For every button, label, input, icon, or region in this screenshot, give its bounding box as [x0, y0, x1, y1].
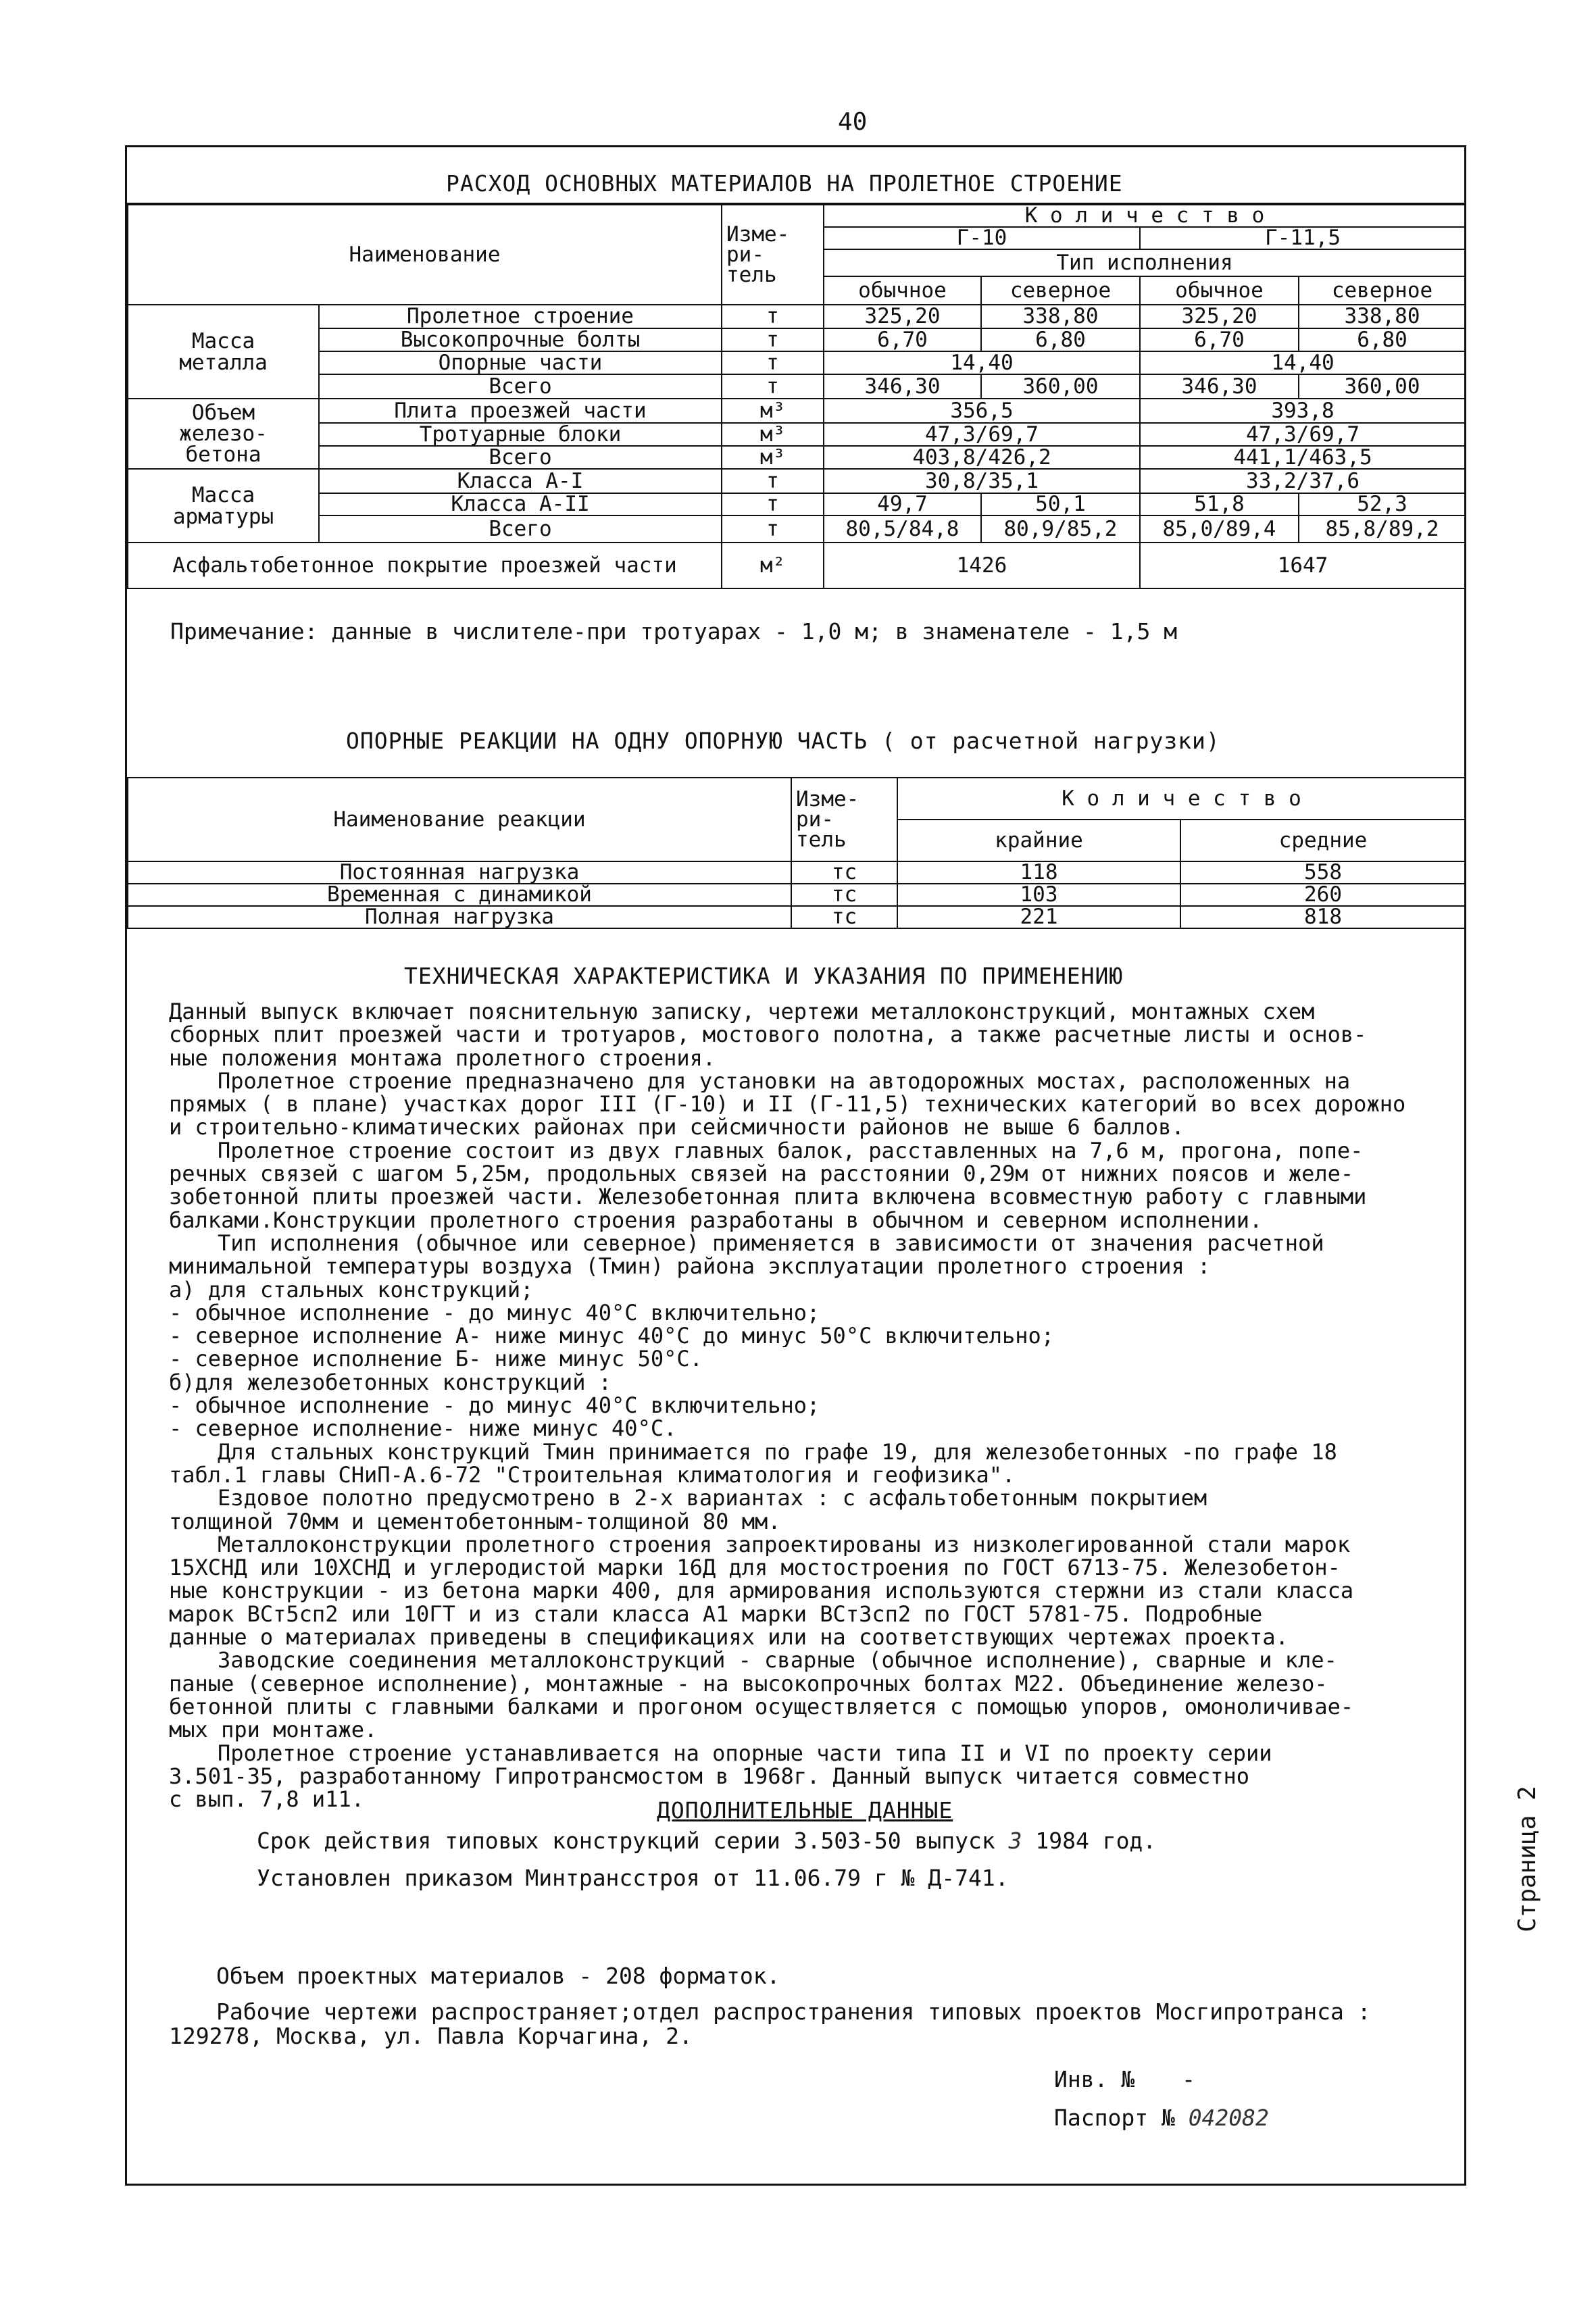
inventory-line: [1054, 2066, 1195, 2092]
row-item: Всего: [319, 374, 722, 399]
tech-line: 3.501-35, разработанному Гипротрансмостом в 1968г. Данный выпуск читается совместно: [169, 1764, 1250, 1788]
inventory-value: -: [1182, 2066, 1195, 2092]
reactions-header-quantity: К о л и ч е с т в о: [897, 778, 1466, 820]
row-unit: т: [722, 515, 824, 543]
side-page-label: Страница 2: [1514, 1786, 1541, 1932]
tech-line: - обычное исполнение - до минус 40°С включительно;: [169, 1394, 820, 1417]
row-item: Всего: [319, 446, 722, 469]
asphalt-item: Асфальтобетонное покрытие проезжей части: [128, 543, 722, 588]
row-value: 6,80: [1299, 328, 1466, 351]
row-unit: т: [722, 305, 824, 328]
group-name: Объем железо- бетона: [128, 399, 319, 469]
row-item: Опорные части: [319, 351, 722, 374]
tech-line: толщиной 70мм и цементобетонным-толщиной 80 мм.: [169, 1509, 781, 1533]
asphalt-g10: 1426: [824, 543, 1140, 588]
tech-line: б)для железобетонных конструкций :: [169, 1370, 612, 1394]
tech-line: речных связей с шагом 5,25м, продольных связей на расстоянии 0,29м от нижних поясов и желе-: [169, 1162, 1354, 1186]
validity-year: 1984 год.: [1035, 1828, 1157, 1854]
reaction-edge: 118: [897, 861, 1180, 884]
row-item: Высокопрочные болты: [319, 328, 722, 351]
row-value: 325,20: [1140, 305, 1299, 328]
header-g115: Г-11,5: [1140, 227, 1466, 249]
row-unit: т: [722, 493, 824, 515]
row-value: 52,3: [1299, 493, 1466, 515]
tech-line: Данный выпуск включает пояснительную записку, чертежи металлоконструкций, монтажных схем: [169, 1000, 1315, 1024]
reactions-header-unit: Изме- ри- тель: [791, 778, 897, 861]
reactions-table: [127, 777, 1466, 929]
header-northern: северное: [981, 276, 1140, 305]
row-value: 49,7: [824, 493, 981, 515]
tech-line: ные положения монтажа пролетного строения.: [169, 1046, 716, 1070]
tech-line: ные конструкции - из бетона марки 400, для армирования используются стержни из стали класса: [169, 1579, 1354, 1603]
row-item: Класса А-I: [319, 469, 722, 493]
row-unit: т: [722, 351, 824, 374]
reaction-name: Полная нагрузка: [128, 906, 791, 928]
additional-title: ДОПОЛНИТЕЛЬНЫЕ ДАННЫЕ: [657, 1797, 953, 1823]
row-unit: т: [722, 469, 824, 493]
row-value: 338,80: [981, 305, 1140, 328]
tech-line: Металлоконструкции пролетного строения запроектированы из низколегированной стали марок: [218, 1532, 1351, 1557]
tech-line: Пролетное строение предназначено для установки на автодорожных мостах, расположенных на: [218, 1069, 1351, 1093]
distribution-line-2: 129278, Москва, ул. Павла Корчагина, 2.: [169, 2023, 693, 2049]
header-quantity: К о л и ч е с т в о: [824, 205, 1466, 227]
tech-line: Пролетное строение состоит из двух главных балок, расставленных на 7,6 м, прогона, попе-: [218, 1138, 1364, 1163]
row-value: 80,9/85,2: [981, 515, 1140, 543]
row-value: 360,00: [981, 374, 1140, 399]
tech-line: Заводские соединения металлоконструкций - сварные (обычное исполнение), сварные и кле-: [218, 1649, 1337, 1672]
row-value: 50,1: [981, 493, 1140, 515]
row-value: 393,8: [1140, 399, 1466, 423]
materials-table: [127, 204, 1466, 589]
row-value: 47,3/69,7: [824, 423, 1140, 446]
distribution-line-1: Рабочие чертежи распространяет;отдел распространения типовых проектов Мосгипротранса :: [216, 1998, 1371, 2025]
tech-line: Тип исполнения (обычное или северное) применяется в зависимости от значения расчетной: [218, 1231, 1324, 1255]
row-value: 33,2/37,6: [1140, 469, 1466, 493]
tech-line: бетонной плиты с главными балками и прогоном осуществляется с помощью упоров, омоноличивае-: [169, 1694, 1354, 1719]
group-name: Масса арматуры: [128, 469, 319, 543]
tech-line: - северное исполнение А- ниже минус 40°С до минус 50°С включительно;: [169, 1324, 1055, 1348]
row-value: 346,30: [824, 374, 981, 399]
row-value: 80,5/84,8: [824, 515, 981, 543]
reaction-name: Временная с динамикой: [128, 884, 791, 906]
volume-line: Объем проектных материалов - 208 форматок.: [216, 1963, 780, 1989]
reactions-header-name: Наименование реакции: [128, 778, 791, 861]
row-value: 6,70: [824, 328, 981, 351]
row-value: 51,8: [1140, 493, 1299, 515]
reaction-edge: 221: [897, 906, 1180, 928]
tech-line: Пролетное строение устанавливается на опорные части типа II и VI по проекту серии: [218, 1741, 1272, 1765]
tech-line: паные (северное исполнение), монтажные - на высокопрочных болтах М22. Объединение железо-: [169, 1671, 1328, 1695]
row-value: 6,70: [1140, 328, 1299, 351]
validity-line: [257, 1828, 1156, 1854]
row-value: 30,8/35,1: [824, 469, 1140, 493]
tech-line: Ездовое полотно предусмотрено в 2-х вариантах : с асфальтобетонным покрытием: [218, 1486, 1207, 1510]
row-unit: м³: [722, 446, 824, 469]
row-item: Класса А-II: [319, 493, 722, 515]
row-value: 85,0/89,4: [1140, 515, 1299, 543]
tech-line: прямых ( в плане) участках дорог III (Г-10) и II (Г-11,5) технических категорий во всех дорожно: [169, 1092, 1406, 1116]
reactions-header-middle: средние: [1180, 820, 1466, 861]
tech-line: балками.Конструкции пролетного строения разработаны в обычном и северном исполнении.: [169, 1208, 1263, 1232]
row-item: Тротуарные блоки: [319, 423, 722, 446]
tech-line: табл.1 главы СНиП-А.6-72 "Строительная климатология и геофизика".: [169, 1463, 1016, 1487]
row-item: Плита проезжей части: [319, 399, 722, 423]
inventory-label: Инв. №: [1054, 2066, 1135, 2092]
tech-line: зобетонной плиты проезжей части. Железобетонная плита включена всовместную работу с главными: [169, 1185, 1367, 1209]
group-name: Масса металла: [128, 305, 319, 399]
header-name: Наименование: [128, 205, 722, 305]
tech-line: мых при монтаже.: [169, 1718, 378, 1742]
row-unit: т: [722, 328, 824, 351]
reaction-edge: 103: [897, 884, 1180, 906]
header-g10: Г-10: [824, 227, 1140, 249]
reaction-unit: тс: [791, 906, 897, 928]
tech-line: - северное исполнение- ниже минус 40°С.: [169, 1417, 677, 1440]
reactions-title: ОПОРНЫЕ РЕАКЦИИ НА ОДНУ ОПОРНУЮ ЧАСТЬ ( от расчетной нагрузки): [346, 728, 1220, 754]
tech-line: 15ХСНД или 10ХСНД и углеродистой марки 16Д для мостостроения по ГОСТ 6713-75. Железобетон-: [169, 1556, 1341, 1580]
passport-label: Паспорт №: [1054, 2105, 1175, 2131]
materials-title: РАСХОД ОСНОВНЫХ МАТЕРИАЛОВ НА ПРОЛЕТНОЕ СТРОЕНИЕ: [446, 170, 1123, 197]
header-normal: обычное: [824, 276, 981, 305]
row-value: 325,20: [824, 305, 981, 328]
row-value: 6,80: [981, 328, 1140, 351]
row-item: Всего: [319, 515, 722, 543]
header-exec-type: Тип исполнения: [824, 249, 1466, 276]
reaction-middle: 558: [1180, 861, 1466, 884]
row-value: 14,40: [1140, 351, 1466, 374]
row-value: 47,3/69,7: [1140, 423, 1466, 446]
passport-line: [1054, 2105, 1269, 2131]
row-unit: т: [722, 374, 824, 399]
row-value: 356,5: [824, 399, 1140, 423]
row-unit: м³: [722, 423, 824, 446]
row-unit: м³: [722, 399, 824, 423]
tech-line: Для стальных конструкций Тмин принимается по графе 19, для железобетонных -по графе 18: [218, 1440, 1337, 1463]
header-northern: северное: [1299, 276, 1466, 305]
page-number: 40: [838, 108, 868, 136]
row-value: 403,8/426,2: [824, 446, 1140, 469]
reaction-name: Постоянная нагрузка: [128, 861, 791, 884]
row-value: 14,40: [824, 351, 1140, 374]
tech-line: и строительно-климатических районах при сейсмичности районов не выше 6 баллов.: [169, 1115, 1184, 1139]
reactions-header-edge: крайние: [897, 820, 1180, 861]
reaction-unit: тс: [791, 861, 897, 884]
passport-value: 042082: [1188, 2105, 1269, 2131]
reaction-middle: 260: [1180, 884, 1466, 906]
header-normal: обычное: [1140, 276, 1299, 305]
order-line: Установлен приказом Минтрансстроя от 11.06.79 г № Д-741.: [257, 1865, 1009, 1891]
tech-line: - северное исполнение Б- ниже минус 50°С.: [169, 1347, 703, 1371]
asphalt-g115: 1647: [1140, 543, 1466, 588]
tech-title: ТЕХНИЧЕСКАЯ ХАРАКТЕРИСТИКА И УКАЗАНИЯ ПО ПРИМЕНЕНИЮ: [404, 963, 1124, 989]
row-value: 360,00: [1299, 374, 1466, 399]
validity-text: Срок действия типовых конструкций серии 3.503-50 выпуск: [257, 1828, 995, 1854]
tech-line: - обычное исполнение - до минус 40°С включительно;: [169, 1301, 820, 1325]
tech-body: [169, 1000, 1453, 1811]
header-unit: Изме- ри- тель: [722, 205, 824, 305]
row-value: 338,80: [1299, 305, 1466, 328]
tech-line: с вып. 7,8 и11.: [169, 1788, 364, 1811]
tech-line: данные о материалах приведены в спецификациях или на соответствующих чертежах проекта.: [169, 1626, 1289, 1649]
asphalt-unit: м²: [722, 543, 824, 588]
issue-number: 3: [1008, 1828, 1022, 1854]
row-item: Пролетное строение: [319, 305, 722, 328]
note: Примечание: данные в числителе-при тротуарах - 1,0 м; в знаменателе - 1,5 м: [170, 618, 1178, 645]
tech-line: сборных плит проезжей части и тротуаров, мостового полотна, а также расчетные листы и основ-: [169, 1023, 1367, 1047]
tech-line: марок ВСт5сп2 или 10ГТ и из стали класса А1 марки ВСт3сп2 по ГОСТ 5781-75. Подробные: [169, 1602, 1263, 1626]
row-value: 85,8/89,2: [1299, 515, 1466, 543]
reaction-middle: 818: [1180, 906, 1466, 928]
tech-line: минимальной температуры воздуха (Тмин) района эксплуатации пролетного строения :: [169, 1255, 1211, 1278]
row-value: 346,30: [1140, 374, 1299, 399]
reaction-unit: тс: [791, 884, 897, 906]
row-value: 441,1/463,5: [1140, 446, 1466, 469]
tech-line: а) для стальных конструкций;: [169, 1278, 534, 1301]
